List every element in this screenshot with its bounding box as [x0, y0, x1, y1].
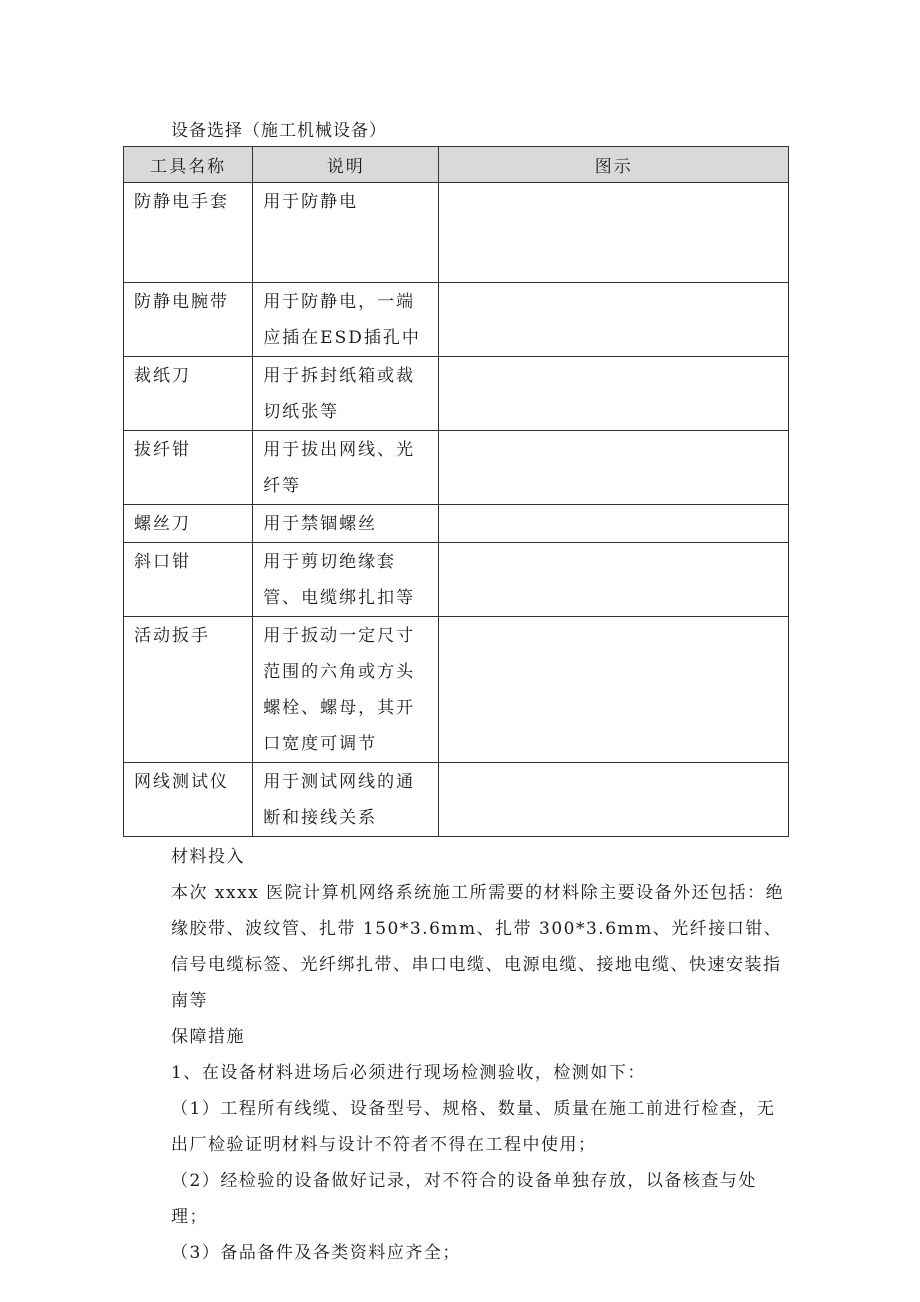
- cell-tool-name: 斜口钳: [124, 543, 253, 617]
- table-row: [124, 505, 789, 543]
- measure-subitem-2: （2）经检验的设备做好记录，对不符合的设备单独存放，以备核查与处理；: [171, 1171, 757, 1227]
- cell-description: 用于防静电，一端应插在ESD插孔中: [253, 283, 439, 357]
- table-row: [124, 431, 789, 505]
- section-heading-materials: 材料投入: [171, 847, 245, 867]
- cell-illustration: [439, 431, 789, 505]
- cell-description: 用于防静电: [253, 183, 439, 283]
- header-illustration: 图示: [439, 147, 789, 183]
- cell-description: 用于剪切绝缘套管、电缆绑扎扣等: [253, 543, 439, 617]
- measure-item-1: 1、在设备材料进场后必须进行现场检测验收，检测如下：: [171, 1063, 646, 1083]
- cell-illustration: [439, 763, 789, 837]
- cell-tool-name: 防静电腕带: [124, 283, 253, 357]
- measure-subitem-1: （1）工程所有线缆、设备型号、规格、数量、质量在施工前进行检查，无出厂检验证明材料与设计不符者不得在工程中使用；: [171, 1099, 776, 1155]
- materials-section: [133, 839, 793, 1271]
- cell-tool-name: 网线测试仪: [124, 763, 253, 837]
- tools-table: [123, 146, 789, 837]
- section-heading-measures: 保障措施: [171, 1027, 245, 1047]
- measure-subitem-3: （3）备品备件及各类资料应齐全；: [171, 1243, 461, 1263]
- cell-description: 用于拔出网线、光纤等: [253, 431, 439, 505]
- header-description: 说明: [253, 147, 439, 183]
- cell-tool-name: 防静电手套: [124, 183, 253, 283]
- table-row: [124, 357, 789, 431]
- cell-tool-name: 螺丝刀: [124, 505, 253, 543]
- cell-description: 用于测试网线的通断和接线关系: [253, 763, 439, 837]
- table-row: [124, 763, 789, 837]
- cell-tool-name: 拔纤钳: [124, 431, 253, 505]
- cell-illustration: [439, 505, 789, 543]
- materials-paragraph: 本次 xxxx 医院计算机网络系统施工所需要的材料除主要设备外还包括：绝缘胶带、波纹管、扎带 150*3.6mm、扎带 300*3.6mm、光纤接口钳、信号电缆标签、光纤绑扎带、串口电缆、电源电缆、接地电缆、快速安装指南等: [171, 883, 785, 1011]
- header-tool-name: 工具名称: [124, 147, 253, 183]
- table-row: [124, 617, 789, 763]
- cell-illustration: [439, 183, 789, 283]
- cell-illustration: [439, 543, 789, 617]
- cell-illustration: [439, 357, 789, 431]
- table-header-row: [124, 147, 789, 183]
- cell-illustration: [439, 617, 789, 763]
- cell-illustration: [439, 283, 789, 357]
- cell-description: 用于扳动一定尺寸范围的六角或方头螺栓、螺母，其开口宽度可调节: [253, 617, 439, 763]
- cell-description: 用于禁锢螺丝: [253, 505, 439, 543]
- cell-description: 用于拆封纸箱或裁切纸张等: [253, 357, 439, 431]
- cell-tool-name: 裁纸刀: [124, 357, 253, 431]
- cell-tool-name: 活动扳手: [124, 617, 253, 763]
- table-caption: 设备选择（施工机械设备）: [171, 121, 387, 141]
- table-row: [124, 543, 789, 617]
- table-row: [124, 283, 789, 357]
- table-row: [124, 183, 789, 283]
